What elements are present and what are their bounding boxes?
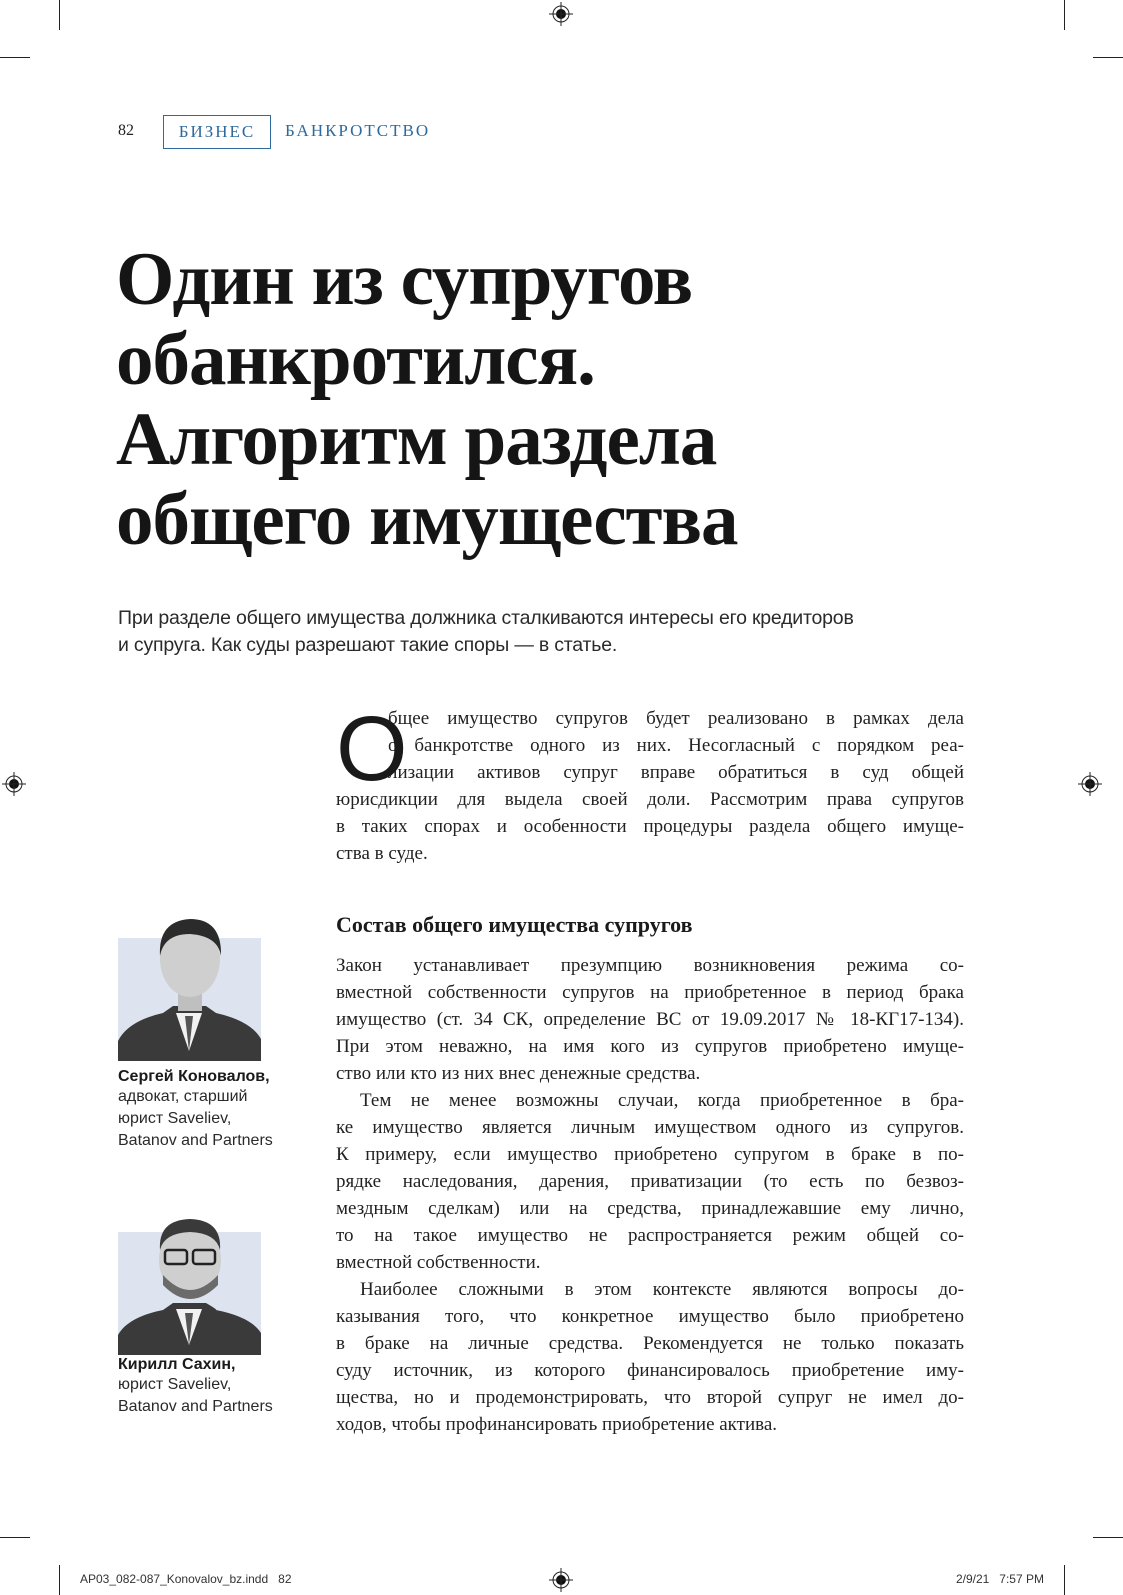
crop-mark [1093,57,1123,58]
print-date: 2/9/21 7:57 PM [955,1572,1044,1586]
text-line: юрисдикции для выдела своей доли. Рассмотрим права супругов [336,789,964,810]
section-heading: Состав общего имущества супругов [336,912,693,937]
crop-mark [0,57,30,58]
text-line: ство или кто из них внес денежные средства. [336,1063,701,1084]
author-photo [118,1232,261,1355]
text-line: суду источник, из которого финансировалось приобретение иму- [336,1360,964,1381]
file-slug: AP03_082-087_Konovalov_bz.indd 82 [80,1572,292,1586]
text-line: Закон устанавливает презумпцию возникновения режима со- [336,955,964,976]
crop-mark [59,0,60,30]
author-role: Batanov and Partners [118,1132,273,1149]
text-line: имущество (ст. 34 СК, определение ВС от 19.09.2017 № 18-КГ17-134). [336,1009,964,1030]
registration-mark-icon [1078,772,1102,796]
registration-mark-icon [549,1568,573,1592]
text-line: ке имущество является личным имуществом одного из супругов. [336,1117,964,1138]
author-role: адвокат, старший [118,1088,248,1105]
text-line: рядке наследования, дарения, приватизации (то есть по безвоз- [336,1171,964,1192]
page-number: 82 [118,122,134,139]
author-name: Кирилл Сахин, [118,1356,236,1373]
text-line: бщее имущество супругов будет реализовано в рамках дела [388,708,964,729]
text-line: ходов, чтобы профинансировать приобретение актива. [336,1414,778,1435]
article-lead [118,605,968,659]
title-line: Один из супругов [116,238,693,321]
crop-mark [59,1565,60,1595]
lead-line: При разделе общего имущества должника сталкиваются интересы его кредиторов [118,607,854,629]
text-line: казывания того, что конкретное имущество было приобретено [336,1306,964,1327]
author-photo [118,938,261,1061]
text-line: К примеру, если имущество приобретено супругом в браке в по- [336,1144,964,1165]
crop-mark [1093,1537,1123,1538]
text-line: о банкротстве одного из них. Несогласный с порядком реа- [388,735,964,756]
author-role: юрист Saveliev, [118,1376,232,1393]
lead-line: и супруга. Как суды разрешают такие споры — в статье. [118,634,618,656]
portrait-silhouette-icon [118,1205,261,1355]
title-line: общего имущества [116,478,738,561]
text-line: лизации активов супруг вправе обратиться в суд общей [388,762,964,783]
subsection-label: БАНКРОТСТВО [285,121,431,140]
crop-mark [1064,1565,1065,1595]
author-caption [118,1356,273,1418]
text-line: Тем не менее возможны случаи, когда приобретенное в бра- [360,1090,964,1111]
intro-paragraph [336,698,964,867]
portrait-silhouette-icon [118,901,261,1061]
section-label: БИЗНЕС [163,115,271,149]
author-name: Сергей Коновалов, [118,1068,270,1085]
drop-cap: О [336,698,408,800]
article-title [116,240,876,560]
registration-mark-icon [549,2,573,26]
title-line: обанкротился. [116,318,595,401]
text-line: ства в суде. [336,843,428,864]
body-text [336,952,964,1438]
author-role: юрист Saveliev, [118,1110,232,1127]
author-role: Batanov and Partners [118,1398,273,1415]
text-line: При этом неважно, на имя кого из супругов приобретено имуще- [336,1036,964,1057]
text-line: вместной собственности супругов на приобретенное в период брака [336,982,964,1003]
title-line: Алгоритм раздела [116,398,717,481]
crop-mark [1064,0,1065,30]
registration-mark-icon [2,772,26,796]
text-line: в браке на личные средства. Рекомендуется не только показать [336,1333,964,1354]
text-line: то на такое имущество не распространяется режим общей со- [336,1225,964,1246]
text-line: мездным сделкам) или на средства, принадлежавшие ему лично, [336,1198,964,1219]
author-caption [118,1068,273,1152]
text-line: Наиболее сложными в этом контексте являются вопросы до- [360,1279,964,1300]
text-line: вместной собственности. [336,1252,541,1273]
text-line: в таких спорах и особенности процедуры раздела общего имуще- [336,816,964,837]
text-line: щества, но и продемонстрировать, что второй супруг не имел до- [336,1387,964,1408]
crop-mark [0,1537,30,1538]
